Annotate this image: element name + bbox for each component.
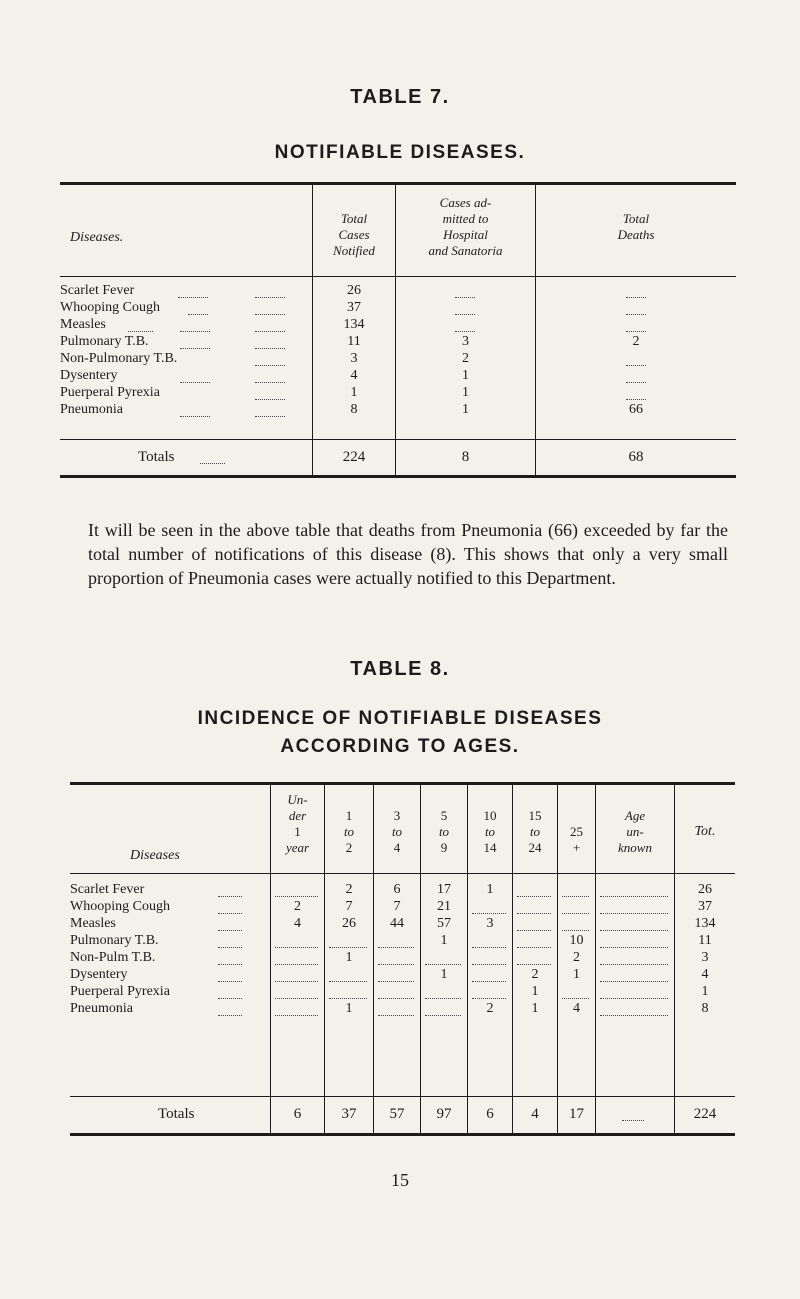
explanatory-paragraph: It will be seen in the above table that deaths from Pneumonia (66) exceeded by far the total number of notifications of this disease (8). This shows that only a very small proportion of Pneumonia cases were actually notified to this Department.: [88, 520, 728, 588]
t8-disease-label: Dysentery: [70, 967, 128, 982]
t8-disease-label: Non-Pulm T.B.: [70, 950, 156, 965]
t8-header-under-1: Un- der 1 year: [285, 792, 310, 855]
t8-disease-label: Pulmonary T.B.: [70, 933, 159, 948]
t8-cell: 3: [701, 950, 709, 965]
t8-cell: 8: [701, 1001, 709, 1016]
t8-cell: 4: [573, 1001, 580, 1016]
t8-total-cell: 97: [436, 1106, 452, 1122]
t8-cell: 1: [440, 967, 448, 982]
t8-cell: 2: [294, 899, 301, 914]
t8-cell: 57: [437, 916, 451, 931]
t8-header-age-unknown: Age un- known: [618, 808, 652, 855]
t8-cell: 26: [698, 882, 712, 897]
page-number: 15: [391, 1170, 409, 1190]
table8-title: TABLE 8.: [350, 658, 450, 680]
t8-disease-label: Whooping Cough: [70, 899, 170, 914]
t8-cell: 1: [345, 1001, 353, 1016]
t8-cell: 2: [345, 882, 353, 897]
t8-cell: 21: [437, 899, 451, 914]
t8-cell: 7: [345, 899, 353, 914]
t8-header-5-9: 5 to 9: [438, 808, 450, 855]
t7-header-hospital: Cases ad- mitted to Hospital and Sanatoria: [428, 195, 503, 258]
t8-cell: 37: [698, 899, 712, 914]
table8-subtitle-2: ACCORDING TO AGES.: [280, 736, 520, 757]
t8-header-diseases: Diseases: [130, 848, 180, 863]
t7-header-deaths: Total Deaths: [617, 211, 655, 242]
t8-cell: 2: [486, 1001, 494, 1016]
t8-cell: 10: [569, 933, 584, 948]
t8-disease-label: Pneumonia: [70, 1001, 133, 1016]
t8-cell: 2: [531, 967, 539, 982]
t8-total-cell: 57: [389, 1106, 405, 1122]
t8-header-10-14: 10 to 14: [483, 808, 497, 855]
t8-cell: 1: [486, 882, 494, 897]
page: TABLE 7. NOTIFIABLE DISEASES. Diseases. Total Cases Notified Cases ad- mitted to Hospital and Sanatoria Total Deaths Scarlet Fever 26 Whooping Cough 37 Measles 134 Pulmonary T.B. 11 3 2 Non-Pulmonary T.B. 3 2 Dysentery 4 1 Puerperal Pyrexia 1 1 Pneumonia 8 1 66 Totals 224 8 68 It will be seen in the above table that deaths from Pneumonia (66) exceeded by far the total number of notifications of this disease (8). This shows that only a very small proportion of Pneumonia cases were actually notified to this Department. TABLE 8. INCIDENCE OF NOTIFIABLE DISEASES ACCORDING TO AGES. Diseases Un- der 1 year 1 to 2 3 to 4 5 to 9 10 to 14 15 to 24 25 + Age un- known Tot. Scarlet Fever 2 6 17 1 26 Whooping Cough 2 7 7 21 37 Measles 4 26 44 57 3 134 Pulmonary T.B. 1 10 11 Non-Pulm T.B. 1 2 3 Dysentery 1 2 1 4 Puerperal Pyrexia 1 1 Pneumonia 1 2 1 4 8 Totals 6 37 57 97 6 4 17 224 15: [0, 0, 800, 1299]
t8-disease-label: Measles: [70, 916, 116, 931]
t8-total-cell: 17: [569, 1106, 584, 1122]
t8-header-25-plus: 25 +: [570, 824, 583, 855]
t8-total-cell: 6: [486, 1106, 494, 1122]
t8-cell: 26: [342, 916, 356, 931]
t8-cell: 4: [294, 916, 301, 931]
t7-header-diseases: Diseases.: [70, 230, 124, 245]
t8-total-cell: 4: [531, 1106, 539, 1122]
table7-subtitle: NOTIFIABLE DISEASES.: [274, 142, 526, 163]
t8-cell: 11: [698, 933, 712, 948]
t7-header-notified: Total Cases Notified: [333, 211, 375, 258]
t8-cell: 1: [701, 984, 709, 999]
t8-cell: 7: [393, 899, 401, 914]
t8-cell: 1: [531, 984, 539, 999]
table8-subtitle-1: INCIDENCE OF NOTIFIABLE DISEASES: [197, 708, 603, 729]
t8-total-cell: 224: [693, 1106, 717, 1122]
t8-total-cell: 37: [341, 1106, 357, 1122]
t8-cell: 1: [573, 967, 580, 982]
t8-disease-label: Scarlet Fever: [70, 882, 145, 897]
t8-cell: 1: [440, 933, 448, 948]
t8-cell: 17: [437, 882, 451, 897]
t8-cell: 44: [390, 916, 404, 931]
t8-cell: 1: [531, 1001, 539, 1016]
t8-cell: 2: [573, 950, 580, 965]
t8-disease-label: Puerperal Pyrexia: [70, 984, 170, 999]
t8-cell: 134: [694, 916, 716, 931]
table7-title: TABLE 7.: [350, 86, 450, 108]
t8-header-15-24: 15 to 24: [528, 808, 542, 855]
t8-header-3-4: 3 to 4: [391, 808, 403, 855]
t8-cell: 6: [393, 882, 401, 897]
t8-header-total: Tot.: [694, 824, 716, 839]
t8-header-1-2: 1 to 2: [343, 808, 355, 855]
t8-cell: 3: [486, 916, 494, 931]
t8-cell: 1: [345, 950, 353, 965]
t8-total-cell: 6: [293, 1106, 302, 1122]
t8-cell: 4: [701, 967, 709, 982]
